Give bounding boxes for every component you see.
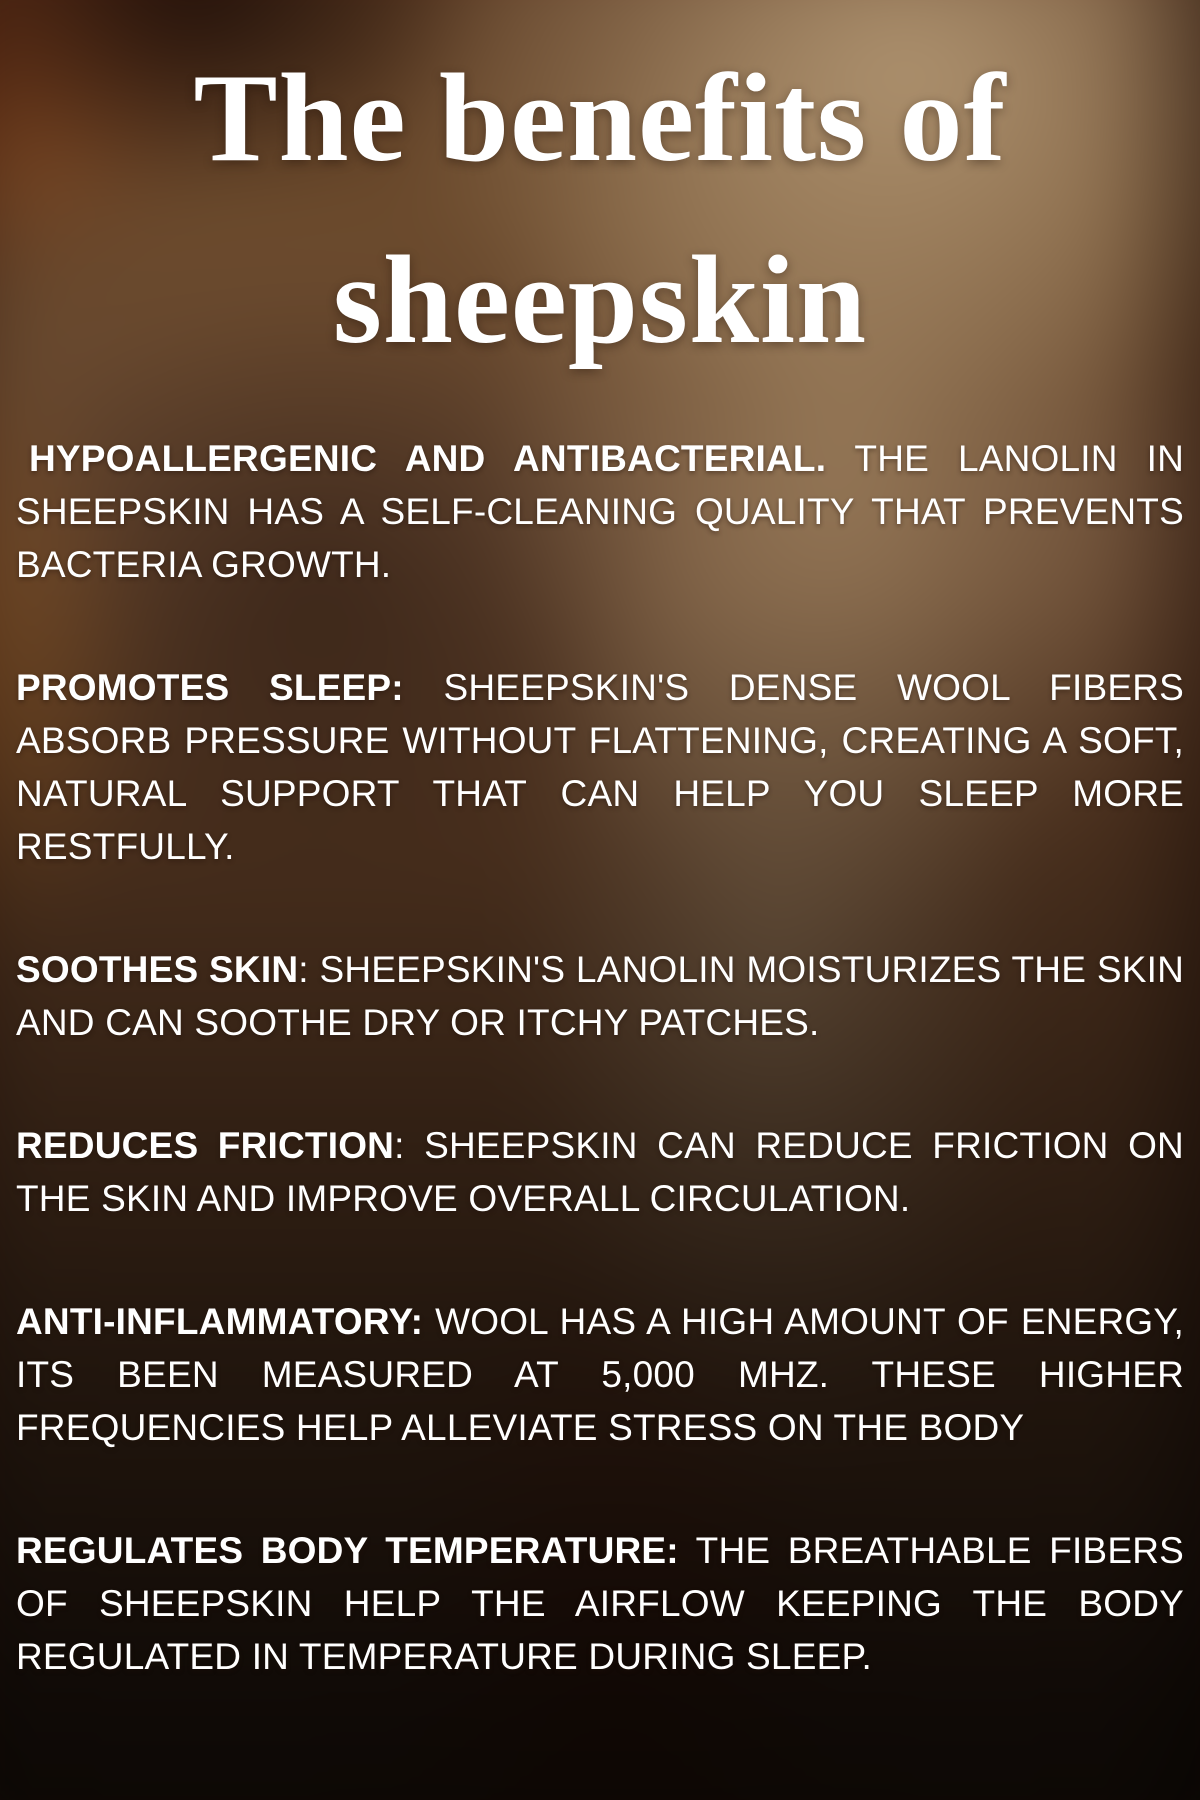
benefit-lead-regulates-temperature: REGULATES BODY TEMPERATURE:: [16, 1530, 679, 1571]
title-line-1: The benefits of: [193, 49, 1007, 188]
benefit-lead-reduces-friction: REDUCES FRICTION: [16, 1125, 395, 1166]
benefit-paragraph-anti-inflammatory: [16, 1295, 1184, 1454]
benefit-lead-promotes-sleep: PROMOTES SLEEP:: [16, 667, 404, 708]
poster-title: [0, 28, 1200, 392]
benefit-paragraph-reduces-friction: [16, 1119, 1184, 1225]
benefit-text-anti-inflammatory: WOOL HAS A HIGH AMOUNT OF ENERGY, ITS BEEN MEASURED AT 5,000 MHZ. THESE HIGHER FREQUENCIES HELP ALLEVIATE STRESS ON THE BODY: [16, 1301, 1184, 1448]
benefit-text-hypoallergenic: THE LANOLIN IN SHEEPSKIN HAS A SELF-CLEANING QUALITY THAT PREVENTS BACTERIA GROWTH.: [16, 438, 1184, 585]
title-line-2: sheepskin: [332, 231, 868, 370]
benefit-paragraph-promotes-sleep: [16, 661, 1184, 873]
benefit-lead-hypoallergenic: HYPOALLERGENIC AND ANTIBACTERIAL.: [29, 438, 827, 479]
benefits-list: [16, 432, 1184, 1683]
benefit-paragraph-soothes-skin: [16, 943, 1184, 1049]
benefit-text-regulates-temperature: THE BREATHABLE FIBERS OF SHEEPSKIN HELP THE AIRFLOW KEEPING THE BODY REGULATED IN TEMPERATURE DURING SLEEP.: [16, 1530, 1184, 1677]
benefit-lead-soothes-skin: SOOTHES SKIN: [16, 949, 299, 990]
benefit-paragraph-hypoallergenic: [16, 432, 1184, 591]
benefit-text-reduces-friction: : SHEEPSKIN CAN REDUCE FRICTION ON THE SKIN AND IMPROVE OVERALL CIRCULATION.: [16, 1125, 1184, 1219]
benefit-lead-anti-inflammatory: ANTI-INFLAMMATORY:: [16, 1301, 424, 1342]
benefit-text-promotes-sleep: SHEEPSKIN'S DENSE WOOL FIBERS ABSORB PRESSURE WITHOUT FLATTENING, CREATING A SOFT, NATURAL SUPPORT THAT CAN HELP YOU SLEEP MORE RESTFULLY.: [16, 667, 1184, 867]
benefit-text-soothes-skin: : SHEEPSKIN'S LANOLIN MOISTURIZES THE SKIN AND CAN SOOTHE DRY OR ITCHY PATCHES.: [16, 949, 1184, 1043]
benefit-paragraph-regulates-temperature: [16, 1524, 1184, 1683]
